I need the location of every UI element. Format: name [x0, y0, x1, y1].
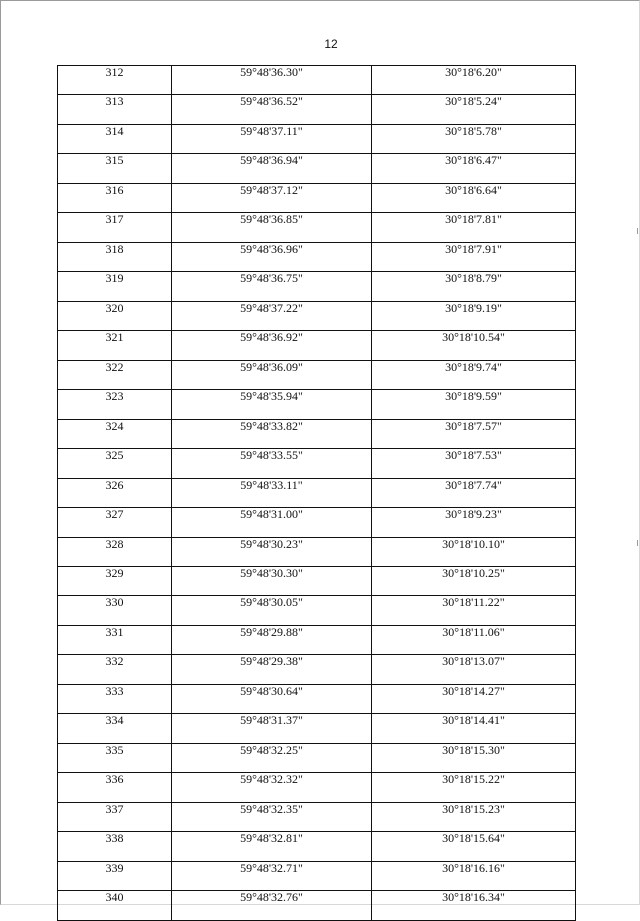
longitude-cell: 30°18'8.79"	[372, 272, 576, 301]
longitude-cell: 30°18'7.81"	[372, 213, 576, 242]
table-row	[58, 301, 576, 330]
point-number-cell: 323	[58, 390, 172, 419]
page-number: 12	[324, 37, 338, 51]
point-number-cell: 333	[58, 684, 172, 713]
table-row	[58, 95, 576, 124]
latitude-cell: 59°48'36.94"	[172, 154, 372, 183]
point-number-cell: 332	[58, 655, 172, 684]
longitude-cell: 30°18'6.64"	[372, 183, 576, 212]
latitude-cell: 59°48'32.71"	[172, 861, 372, 890]
point-number-cell: 315	[58, 154, 172, 183]
table-row	[58, 331, 576, 360]
table-row	[58, 832, 576, 861]
latitude-cell: 59°48'30.30"	[172, 566, 372, 595]
longitude-cell: 30°18'9.19"	[372, 301, 576, 330]
point-number-cell: 340	[58, 891, 172, 920]
table-row	[58, 743, 576, 772]
point-number-cell: 313	[58, 95, 172, 124]
longitude-cell: 30°18'16.34"	[372, 891, 576, 920]
latitude-cell: 59°48'37.11"	[172, 124, 372, 153]
point-number-cell: 327	[58, 508, 172, 537]
table-row	[58, 419, 576, 448]
point-number-cell: 312	[58, 66, 172, 95]
point-number-cell: 317	[58, 213, 172, 242]
point-number-cell: 336	[58, 773, 172, 802]
table-row	[58, 272, 576, 301]
longitude-cell: 30°18'9.59"	[372, 390, 576, 419]
point-number-cell: 330	[58, 596, 172, 625]
point-number-cell: 320	[58, 301, 172, 330]
latitude-cell: 59°48'32.32"	[172, 773, 372, 802]
point-number-cell: 326	[58, 478, 172, 507]
latitude-cell: 59°48'33.11"	[172, 478, 372, 507]
latitude-cell: 59°48'30.64"	[172, 684, 372, 713]
table-row	[58, 242, 576, 271]
table-row	[58, 66, 576, 95]
point-number-cell: 314	[58, 124, 172, 153]
table-row	[58, 714, 576, 743]
point-number-cell: 338	[58, 832, 172, 861]
edge-mark	[637, 540, 638, 546]
latitude-cell: 59°48'36.52"	[172, 95, 372, 124]
point-number-cell: 324	[58, 419, 172, 448]
coordinates-table-body	[58, 66, 576, 921]
longitude-cell: 30°18'7.91"	[372, 242, 576, 271]
longitude-cell: 30°18'7.53"	[372, 449, 576, 478]
latitude-cell: 59°48'32.81"	[172, 832, 372, 861]
table-row	[58, 891, 576, 920]
point-number-cell: 337	[58, 802, 172, 831]
longitude-cell: 30°18'14.27"	[372, 684, 576, 713]
table-row	[58, 124, 576, 153]
table-row	[58, 390, 576, 419]
table-row	[58, 537, 576, 566]
point-number-cell: 335	[58, 743, 172, 772]
table-row	[58, 596, 576, 625]
longitude-cell: 30°18'6.20"	[372, 66, 576, 95]
longitude-cell: 30°18'5.78"	[372, 124, 576, 153]
table-row	[58, 508, 576, 537]
latitude-cell: 59°48'30.05"	[172, 596, 372, 625]
longitude-cell: 30°18'13.07"	[372, 655, 576, 684]
latitude-cell: 59°48'29.38"	[172, 655, 372, 684]
table-row	[58, 360, 576, 389]
longitude-cell: 30°18'16.16"	[372, 861, 576, 890]
latitude-cell: 59°48'32.35"	[172, 802, 372, 831]
coordinates-table	[57, 65, 576, 921]
longitude-cell: 30°18'5.24"	[372, 95, 576, 124]
table-row	[58, 183, 576, 212]
longitude-cell: 30°18'9.74"	[372, 360, 576, 389]
point-number-cell: 321	[58, 331, 172, 360]
longitude-cell: 30°18'15.23"	[372, 802, 576, 831]
table-row	[58, 861, 576, 890]
edge-mark	[637, 228, 638, 234]
latitude-cell: 59°48'33.55"	[172, 449, 372, 478]
latitude-cell: 59°48'36.75"	[172, 272, 372, 301]
latitude-cell: 59°48'32.76"	[172, 891, 372, 920]
table-row	[58, 449, 576, 478]
table-row	[58, 154, 576, 183]
latitude-cell: 59°48'31.37"	[172, 714, 372, 743]
latitude-cell: 59°48'36.30"	[172, 66, 372, 95]
point-number-cell: 328	[58, 537, 172, 566]
latitude-cell: 59°48'37.12"	[172, 183, 372, 212]
latitude-cell: 59°48'36.09"	[172, 360, 372, 389]
point-number-cell: 329	[58, 566, 172, 595]
longitude-cell: 30°18'10.10"	[372, 537, 576, 566]
table-row	[58, 655, 576, 684]
latitude-cell: 59°48'36.96"	[172, 242, 372, 271]
latitude-cell: 59°48'29.88"	[172, 625, 372, 654]
point-number-cell: 318	[58, 242, 172, 271]
table-row	[58, 773, 576, 802]
point-number-cell: 339	[58, 861, 172, 890]
latitude-cell: 59°48'36.85"	[172, 213, 372, 242]
longitude-cell: 30°18'9.23"	[372, 508, 576, 537]
latitude-cell: 59°48'32.25"	[172, 743, 372, 772]
table-row	[58, 566, 576, 595]
longitude-cell: 30°18'14.41"	[372, 714, 576, 743]
longitude-cell: 30°18'15.64"	[372, 832, 576, 861]
latitude-cell: 59°48'31.00"	[172, 508, 372, 537]
table-row	[58, 213, 576, 242]
longitude-cell: 30°18'7.57"	[372, 419, 576, 448]
point-number-cell: 322	[58, 360, 172, 389]
point-number-cell: 331	[58, 625, 172, 654]
point-number-cell: 316	[58, 183, 172, 212]
longitude-cell: 30°18'11.22"	[372, 596, 576, 625]
latitude-cell: 59°48'33.82"	[172, 419, 372, 448]
point-number-cell: 325	[58, 449, 172, 478]
longitude-cell: 30°18'7.74"	[372, 478, 576, 507]
point-number-cell: 319	[58, 272, 172, 301]
longitude-cell: 30°18'15.22"	[372, 773, 576, 802]
table-row	[58, 478, 576, 507]
longitude-cell: 30°18'10.54"	[372, 331, 576, 360]
longitude-cell: 30°18'10.25"	[372, 566, 576, 595]
latitude-cell: 59°48'37.22"	[172, 301, 372, 330]
latitude-cell: 59°48'30.23"	[172, 537, 372, 566]
table-row	[58, 625, 576, 654]
latitude-cell: 59°48'36.92"	[172, 331, 372, 360]
latitude-cell: 59°48'35.94"	[172, 390, 372, 419]
longitude-cell: 30°18'15.30"	[372, 743, 576, 772]
table-row	[58, 684, 576, 713]
table-row	[58, 802, 576, 831]
longitude-cell: 30°18'11.06"	[372, 625, 576, 654]
point-number-cell: 334	[58, 714, 172, 743]
longitude-cell: 30°18'6.47"	[372, 154, 576, 183]
